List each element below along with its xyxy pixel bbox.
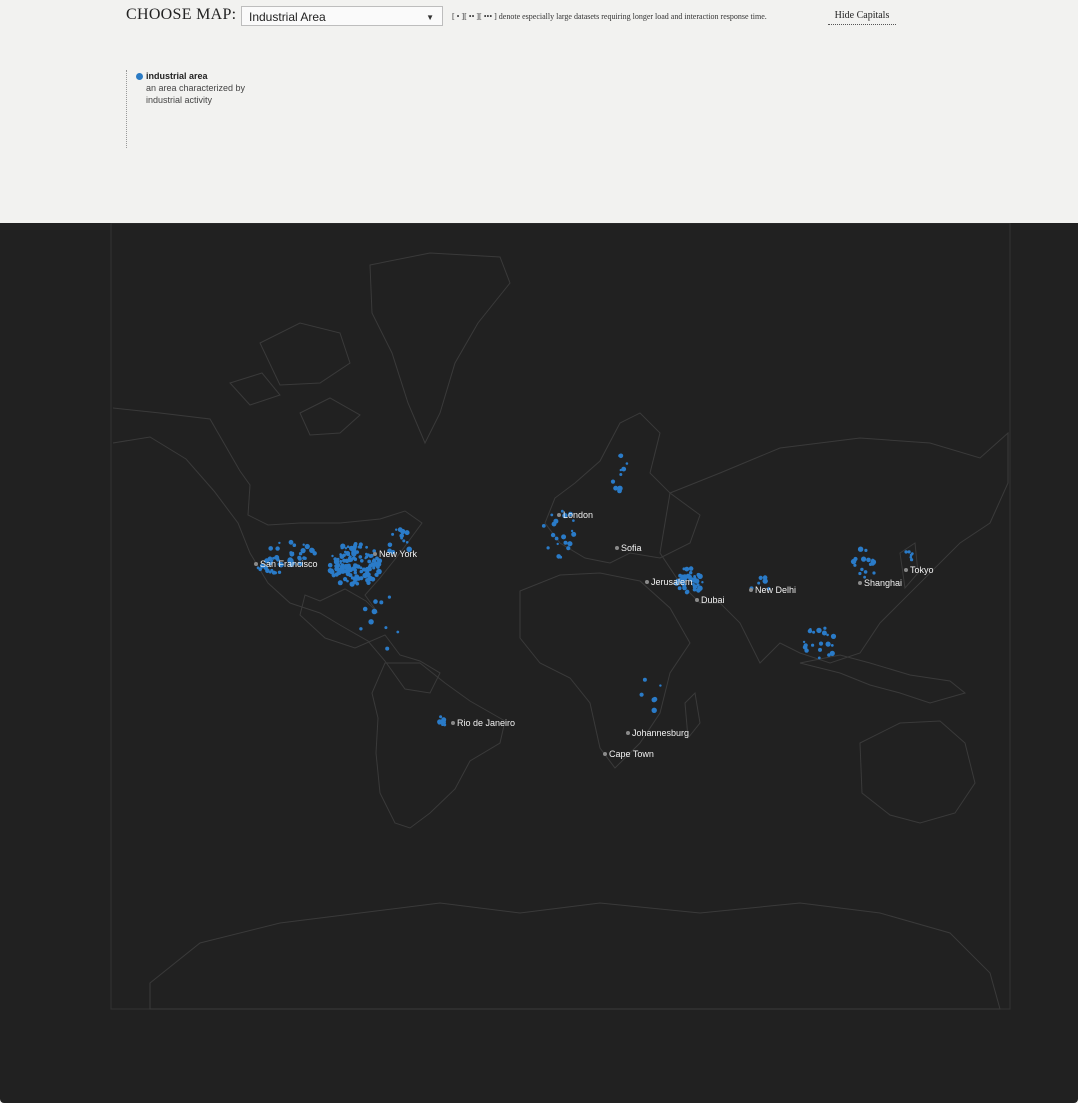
map-frame [111,223,1010,1009]
industrial-area-point[interactable] [388,596,391,599]
industrial-area-point[interactable] [365,546,368,549]
industrial-area-point[interactable] [359,627,362,630]
industrial-area-point[interactable] [342,559,346,563]
industrial-area-point[interactable] [808,629,812,633]
industrial-area-point[interactable] [816,628,821,633]
industrial-area-point[interactable] [626,462,629,465]
industrial-area-point[interactable] [652,697,657,702]
industrial-area-point[interactable] [275,546,279,550]
industrial-area-point[interactable] [811,644,814,647]
legend-description: an area characterized by industrial activity [146,83,246,105]
industrial-area-point[interactable] [851,559,856,564]
industrial-area-point[interactable] [613,486,618,491]
industrial-area-point[interactable] [338,580,343,585]
city-dot [645,580,649,584]
city-label: London [563,510,594,520]
city-label: Johannesburg [632,728,690,738]
map-panel[interactable] [0,223,1078,1103]
industrial-area-point[interactable] [693,588,697,592]
industrial-area-point[interactable] [858,572,861,575]
city-dot [557,513,561,517]
industrial-area-point[interactable] [547,546,550,549]
industrial-area-point[interactable] [400,537,403,540]
choose-map-label: CHOOSE MAP: [126,6,237,23]
city-dot [626,731,630,735]
industrial-area-point[interactable] [365,572,368,575]
industrial-area-point[interactable] [385,647,389,651]
map-select[interactable] [241,6,443,26]
industrial-area-point[interactable] [697,586,702,591]
industrial-area-point[interactable] [352,580,356,584]
industrial-area-point[interactable] [349,555,352,558]
industrial-area-point[interactable] [831,644,834,647]
industrial-area-point[interactable] [268,546,273,551]
industrial-area-point[interactable] [701,581,703,583]
industrial-area-point[interactable] [358,546,361,549]
industrial-area-point[interactable] [359,566,362,569]
industrial-area-point[interactable] [363,607,368,612]
industrial-area-point[interactable] [398,527,403,532]
industrial-area-point[interactable] [340,565,345,570]
industrial-area-point[interactable] [365,555,368,558]
industrial-area-point[interactable] [356,577,359,580]
industrial-area-point[interactable] [611,480,615,484]
industrial-area-point[interactable] [348,573,352,577]
land-outlines [113,253,1008,1009]
industrial-area-point[interactable] [365,553,368,556]
industrial-area-point[interactable] [910,556,913,559]
map-select-value: Industrial Area [249,10,326,24]
city-label: Shanghai [864,578,903,588]
industrial-area-point[interactable] [346,580,349,583]
industrial-area-point[interactable] [345,551,350,556]
industrial-area-point[interactable] [395,529,397,531]
industrial-area-point[interactable] [551,533,555,537]
industrial-area-point[interactable] [823,627,826,630]
industrial-area-point[interactable] [564,541,568,545]
industrial-area-point[interactable] [689,571,692,574]
industrial-area-point[interactable] [303,544,305,546]
industrial-area-point[interactable] [301,548,306,553]
industrial-area-point[interactable] [360,559,364,563]
industrial-area-point[interactable] [439,715,442,718]
industrial-area-point[interactable] [763,575,768,580]
city-dot [615,546,619,550]
industrial-area-point[interactable] [685,590,689,594]
hide-capitals-button[interactable]: Hide Capitals [828,10,896,25]
industrial-area-point[interactable] [354,558,358,562]
industrial-area-point[interactable] [822,631,827,636]
industrial-area-point[interactable] [561,534,566,539]
industrial-area-point[interactable] [618,454,621,457]
industrial-area-point[interactable] [860,568,863,571]
industrial-area-point[interactable] [866,558,871,563]
city-label: Tokyo [910,565,934,575]
industrial-area-point[interactable] [818,648,822,652]
industrial-area-point[interactable] [384,626,387,629]
city-label: New York [379,549,418,559]
industrial-area-point[interactable] [831,634,836,639]
industrial-area-point[interactable] [406,541,409,544]
industrial-area-point[interactable] [270,569,273,572]
industrial-area-point[interactable] [566,546,570,550]
industrial-area-point[interactable] [331,555,333,557]
industrial-area-point[interactable] [376,569,382,575]
industrial-area-point[interactable] [293,543,297,547]
world-map[interactable] [0,223,1078,1103]
industrial-area-point[interactable] [819,642,823,646]
city-dot [603,752,607,756]
industrial-area-point[interactable] [353,563,357,567]
industrial-area-point[interactable] [542,524,546,528]
industrial-area-point[interactable] [376,565,380,569]
legend-dot-icon [136,73,143,80]
industrial-area-point[interactable] [864,570,868,574]
city-dot [254,562,258,566]
industrial-area-point[interactable] [552,522,557,527]
industrial-area-point[interactable] [910,558,913,561]
industrial-area-point[interactable] [571,530,573,532]
industrial-area-point[interactable] [803,641,805,643]
legend [126,70,246,148]
industrial-area-point[interactable] [872,571,875,574]
industrial-area-point[interactable] [864,549,867,552]
industrial-area-point[interactable] [827,653,831,657]
city-label: Rio de Janeiro [457,718,516,728]
industrial-area-point[interactable] [330,569,333,572]
industrial-area-point[interactable] [812,631,815,634]
industrial-area-point[interactable] [372,609,378,615]
industrial-area-point[interactable] [697,574,702,579]
city-dot [858,581,862,585]
industrial-area-point[interactable] [557,543,559,545]
city-dot [695,598,699,602]
industrial-area-point[interactable] [373,558,376,561]
industrial-area-point[interactable] [354,571,357,574]
industrial-area-point[interactable] [689,566,694,571]
industrial-area-point[interactable] [359,555,363,559]
industrial-area-point[interactable] [366,581,370,585]
city-dot [749,588,753,592]
city-label: New Delhi [755,585,797,595]
industrial-area-point[interactable] [694,579,697,582]
industrial-area-point[interactable] [803,645,808,650]
chevron-down-icon: ▼ [426,13,434,22]
industrial-area-point[interactable] [617,489,622,494]
industrial-area-point[interactable] [659,684,661,686]
industrial-area-point[interactable] [339,553,342,556]
industrial-area-point[interactable] [328,563,333,568]
industrial-area-point[interactable] [858,547,863,552]
industrial-area-point[interactable] [904,550,907,553]
industrial-area-points [257,454,914,727]
industrial-area-point[interactable] [396,631,399,634]
industrial-area-point[interactable] [684,567,689,572]
industrial-area-point[interactable] [391,533,394,536]
industrial-area-point[interactable] [360,570,363,573]
industrial-area-point[interactable] [352,552,354,554]
industrial-area-point[interactable] [336,563,340,567]
industrial-area-point[interactable] [652,708,657,713]
city-label: Cape Town [609,749,654,759]
industrial-area-point[interactable] [550,514,553,517]
industrial-area-point[interactable] [345,547,347,549]
industrial-area-point[interactable] [388,543,393,548]
industrial-area-point[interactable] [356,582,359,585]
city-label: Jerusalem [651,577,693,587]
city-label: Sofia [621,543,642,553]
industrial-area-point[interactable] [347,545,350,548]
industrial-area-point[interactable] [908,550,911,553]
industrial-area-point[interactable] [379,600,383,604]
industrial-area-point[interactable] [871,562,875,566]
industrial-area-point[interactable] [861,557,866,562]
industrial-area-point[interactable] [365,567,369,571]
industrial-area-point[interactable] [759,576,763,580]
industrial-area-point[interactable] [375,574,378,577]
industrial-area-point[interactable] [373,599,378,604]
legend-name[interactable]: industrial area [146,71,208,81]
industrial-area-point[interactable] [441,717,446,722]
industrial-area-point[interactable] [402,539,405,542]
city-dot [373,552,377,556]
industrial-area-point[interactable] [312,549,315,552]
city-dot [451,721,455,725]
industrial-area-point[interactable] [340,544,345,549]
industrial-area-point[interactable] [405,530,410,535]
industrial-area-point[interactable] [367,560,371,564]
large-dataset-note: [ • ][ •• ][ ••• ] denote especially large datasets requiring longer load and interaction response time. [452,12,767,21]
industrial-area-point[interactable] [352,547,356,551]
city-dot [904,568,908,572]
industrial-area-point[interactable] [567,541,572,546]
industrial-area-point[interactable] [278,571,281,574]
header-panel [0,0,1078,223]
industrial-area-point[interactable] [640,693,644,697]
industrial-area-point[interactable] [571,532,576,537]
city-label: Dubai [701,595,725,605]
industrial-area-point[interactable] [619,473,622,476]
industrial-area-point[interactable] [332,573,336,577]
industrial-area-point[interactable] [305,544,310,549]
industrial-area-point[interactable] [289,540,294,545]
industrial-area-point[interactable] [643,678,647,682]
industrial-area-point[interactable] [278,542,280,544]
industrial-area-point[interactable] [556,554,561,559]
industrial-area-point[interactable] [289,551,292,554]
industrial-area-point[interactable] [818,657,821,660]
industrial-area-point[interactable] [555,537,559,541]
city-label: San Francisco [260,559,318,569]
industrial-area-point[interactable] [354,542,358,546]
industrial-area-point[interactable] [368,576,373,581]
industrial-area-point[interactable] [368,619,373,624]
industrial-area-point[interactable] [621,467,626,472]
industrial-area-point[interactable] [826,642,831,647]
